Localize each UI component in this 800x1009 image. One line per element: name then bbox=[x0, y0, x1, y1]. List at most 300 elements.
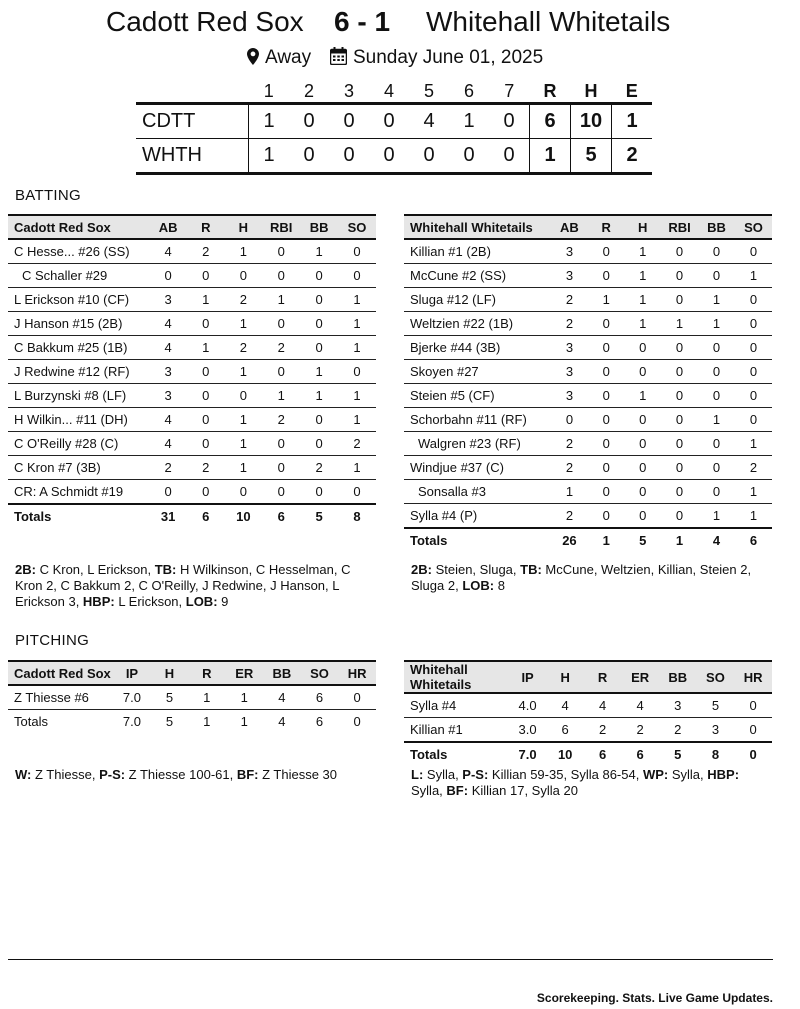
stat-cell: 0 bbox=[300, 312, 338, 336]
totals-cell: 7.0 bbox=[509, 742, 547, 766]
stat-cell: 1 bbox=[225, 360, 263, 384]
pitching-notes-away bbox=[15, 767, 375, 783]
stat-cell: 0 bbox=[588, 264, 625, 288]
pitching-table-away bbox=[8, 660, 376, 733]
stat-cell: 2 bbox=[187, 239, 224, 264]
table-row bbox=[404, 264, 772, 288]
column-header: R bbox=[588, 215, 625, 239]
stat-cell: 6 bbox=[301, 685, 339, 710]
linescore-inning: 0 bbox=[289, 139, 329, 174]
linescore-runs: 1 bbox=[530, 139, 571, 174]
note-text: Steien, Sluga, bbox=[431, 562, 521, 577]
linescore-row-home bbox=[136, 139, 652, 174]
stat-cell: 0 bbox=[262, 312, 300, 336]
note-label: W: bbox=[15, 767, 32, 782]
totals-label: Totals bbox=[14, 714, 48, 729]
totals-cell: 5 bbox=[300, 504, 338, 528]
totals-cell: 1 bbox=[661, 528, 698, 552]
player-name: C Hesse... #26 (SS) bbox=[8, 239, 149, 264]
stat-cell: 1 bbox=[225, 312, 263, 336]
stat-cell: 1 bbox=[698, 288, 735, 312]
stat-cell: 0 bbox=[300, 264, 338, 288]
stat-cell: 1 bbox=[661, 312, 698, 336]
stat-cell: 1 bbox=[735, 264, 772, 288]
totals-cell: 0 bbox=[353, 714, 361, 729]
stat-cell: 0 bbox=[735, 312, 772, 336]
stat-cell: 4 bbox=[149, 336, 187, 360]
stat-cell: 1 bbox=[225, 685, 263, 710]
linescore-inning: 1 bbox=[249, 104, 290, 139]
table-row bbox=[8, 264, 376, 288]
note-text: 8 bbox=[494, 578, 505, 593]
player-name: J Hanson #15 (2B) bbox=[8, 312, 149, 336]
batting-section-title: BATTING bbox=[15, 187, 81, 204]
table-row bbox=[8, 384, 376, 408]
stat-cell: 0 bbox=[187, 312, 224, 336]
linescore-inning: 4 bbox=[409, 104, 449, 139]
stat-cell: 0 bbox=[187, 384, 224, 408]
stat-cell: 0 bbox=[300, 336, 338, 360]
player-name: H Wilkin... #11 (DH) bbox=[8, 408, 149, 432]
totals-cell: 5 bbox=[165, 714, 174, 729]
stat-cell: 1 bbox=[735, 480, 772, 504]
stat-cell: 0 bbox=[698, 239, 735, 264]
note-label: HBP: bbox=[82, 594, 115, 609]
column-header: ER bbox=[621, 661, 659, 693]
stat-cell: 2 bbox=[659, 718, 697, 743]
linescore-errors: 1 bbox=[612, 104, 653, 139]
stat-cell: 2 bbox=[149, 456, 187, 480]
stat-cell: 1 bbox=[624, 288, 661, 312]
column-header: H bbox=[624, 215, 661, 239]
player-name: Skoyen #27 bbox=[404, 360, 551, 384]
stat-cell: 3 bbox=[551, 264, 588, 288]
stat-cell: 0 bbox=[735, 360, 772, 384]
player-name: Windjue #37 (C) bbox=[404, 456, 551, 480]
note-text: C Kron, L Erickson, bbox=[35, 562, 155, 577]
column-header: H bbox=[151, 661, 188, 685]
stat-cell: 2 bbox=[262, 336, 300, 360]
totals-cell: 6 bbox=[584, 742, 621, 766]
stat-cell: 2 bbox=[225, 336, 263, 360]
stat-cell: 3 bbox=[551, 384, 588, 408]
stat-cell: 0 bbox=[187, 264, 224, 288]
stat-cell: 0 bbox=[661, 336, 698, 360]
stat-cell: 0 bbox=[262, 239, 300, 264]
table-row bbox=[8, 480, 376, 505]
table-row bbox=[404, 384, 772, 408]
stat-cell: 4 bbox=[584, 693, 621, 718]
location-info bbox=[247, 47, 311, 71]
note-label: BF: bbox=[446, 783, 469, 798]
stat-cell: 1 bbox=[624, 264, 661, 288]
totals-row bbox=[8, 504, 376, 528]
table-header bbox=[404, 661, 772, 693]
note-text: Killian 59-35, Sylla 86-54, bbox=[488, 767, 643, 782]
linescore-runs: 6 bbox=[530, 104, 571, 139]
stat-cell: 0 bbox=[588, 360, 625, 384]
stat-cell: 1 bbox=[698, 408, 735, 432]
stat-cell: 0 bbox=[551, 408, 588, 432]
team-header: Whitehall Whitetails bbox=[404, 661, 509, 693]
column-header: H bbox=[225, 215, 263, 239]
stat-cell: 0 bbox=[262, 456, 300, 480]
stat-cell: 1 bbox=[624, 239, 661, 264]
stat-cell: 0 bbox=[338, 480, 376, 505]
stat-cell: 0 bbox=[734, 718, 772, 743]
stat-cell: 0 bbox=[338, 685, 376, 710]
stat-cell: 1 bbox=[225, 408, 263, 432]
stat-cell: 0 bbox=[698, 264, 735, 288]
player-name: C O'Reilly #28 (C) bbox=[8, 432, 149, 456]
stat-cell: 0 bbox=[588, 384, 625, 408]
column-header: BB bbox=[300, 215, 338, 239]
stat-cell: 2 bbox=[338, 432, 376, 456]
column-header: BB bbox=[263, 661, 301, 685]
stat-cell: 3.0 bbox=[509, 718, 547, 743]
stat-cell: 7.0 bbox=[113, 685, 151, 710]
location-text: Away bbox=[265, 47, 312, 68]
stat-cell: 0 bbox=[588, 432, 625, 456]
stat-cell: 1 bbox=[187, 336, 224, 360]
stat-cell: 0 bbox=[588, 504, 625, 529]
stat-cell: 3 bbox=[551, 360, 588, 384]
column-header: RBI bbox=[661, 215, 698, 239]
pitching-table-home bbox=[404, 660, 772, 766]
stat-cell: 1 bbox=[262, 288, 300, 312]
linescore-inning: 0 bbox=[409, 139, 449, 174]
stat-cell: 2 bbox=[187, 456, 224, 480]
stat-cell: 0 bbox=[661, 504, 698, 529]
linescore-inning: 0 bbox=[329, 139, 369, 174]
batting-table-away bbox=[8, 214, 376, 528]
batting-notes-away bbox=[15, 562, 375, 610]
linescore-inning: 0 bbox=[289, 104, 329, 139]
note-label: LOB: bbox=[462, 578, 495, 593]
stat-cell: 0 bbox=[698, 456, 735, 480]
table-row bbox=[8, 408, 376, 432]
table-row bbox=[404, 480, 772, 504]
stat-cell: 4.0 bbox=[509, 693, 547, 718]
final-score: 6 - 1 bbox=[334, 6, 391, 37]
stat-cell: 1 bbox=[300, 360, 338, 384]
stat-cell: 0 bbox=[300, 288, 338, 312]
stat-cell: 0 bbox=[187, 408, 224, 432]
stat-cell: 0 bbox=[661, 264, 698, 288]
column-header: R bbox=[584, 661, 621, 693]
stat-cell: 0 bbox=[698, 336, 735, 360]
linescore-inning: 0 bbox=[449, 139, 489, 174]
linescore-hits: 5 bbox=[571, 139, 612, 174]
stat-cell: 0 bbox=[187, 432, 224, 456]
stat-cell: 0 bbox=[338, 264, 376, 288]
linescore-team: WHTH bbox=[136, 139, 249, 174]
note-label: 2B: bbox=[411, 562, 432, 577]
stat-cell: 5 bbox=[697, 693, 735, 718]
linescore-inning: 0 bbox=[369, 104, 409, 139]
stat-cell: 2 bbox=[551, 456, 588, 480]
player-name: Steien #5 (CF) bbox=[404, 384, 551, 408]
totals-cell: 8 bbox=[697, 742, 735, 766]
stat-cell: 1 bbox=[338, 408, 376, 432]
stat-cell: 3 bbox=[697, 718, 735, 743]
totals-cell: 6 bbox=[621, 742, 659, 766]
column-header: IP bbox=[113, 661, 151, 685]
table-row bbox=[404, 718, 772, 743]
stat-cell: 0 bbox=[300, 432, 338, 456]
away-team-name: Cadott Red Sox bbox=[106, 6, 304, 37]
table-row bbox=[8, 336, 376, 360]
table-row bbox=[404, 693, 772, 718]
totals-cell: 1 bbox=[588, 528, 625, 552]
linescore-header-cell: 2 bbox=[303, 80, 314, 101]
stat-cell: 0 bbox=[735, 239, 772, 264]
stat-cell: 0 bbox=[262, 360, 300, 384]
stat-cell: 2 bbox=[551, 288, 588, 312]
totals-row bbox=[404, 528, 772, 552]
player-name: Sluga #12 (LF) bbox=[404, 288, 551, 312]
totals-cell: 6 bbox=[262, 504, 300, 528]
stat-cell: 0 bbox=[735, 288, 772, 312]
stat-cell: 3 bbox=[659, 693, 697, 718]
stat-cell: 2 bbox=[551, 504, 588, 529]
linescore-errors: 2 bbox=[612, 139, 653, 174]
linescore-hits: 10 bbox=[571, 104, 612, 139]
stat-cell: 0 bbox=[734, 693, 772, 718]
table-header bbox=[8, 661, 376, 685]
column-header: BB bbox=[698, 215, 735, 239]
stat-cell: 0 bbox=[661, 239, 698, 264]
note-text: Sylla, bbox=[411, 783, 447, 798]
player-name: C Kron #7 (3B) bbox=[8, 456, 149, 480]
player-name: L Burzynski #8 (LF) bbox=[8, 384, 149, 408]
totals-cell: 6 bbox=[315, 714, 324, 729]
linescore-header-cell: 1 bbox=[263, 80, 274, 101]
linescore-table bbox=[136, 80, 652, 175]
stat-cell: 0 bbox=[187, 360, 224, 384]
table-header bbox=[8, 215, 376, 239]
linescore-row-away bbox=[136, 104, 652, 139]
stat-cell: 0 bbox=[735, 384, 772, 408]
stat-cell: 0 bbox=[661, 432, 698, 456]
player-name: Killian #1 bbox=[404, 718, 509, 743]
stat-cell: 0 bbox=[624, 432, 661, 456]
player-name: Killian #1 (2B) bbox=[404, 239, 551, 264]
game-header bbox=[0, 6, 800, 42]
column-header: HR bbox=[338, 661, 376, 685]
table-row bbox=[8, 456, 376, 480]
stat-cell: 1 bbox=[338, 384, 376, 408]
column-header: SO bbox=[338, 215, 376, 239]
stat-cell: 4 bbox=[621, 693, 659, 718]
stat-cell: 0 bbox=[661, 288, 698, 312]
column-header: SO bbox=[301, 661, 339, 685]
footer-divider bbox=[8, 959, 773, 960]
note-label: TB: bbox=[520, 562, 542, 577]
totals-cell: 5 bbox=[624, 528, 661, 552]
stat-cell: 0 bbox=[624, 360, 661, 384]
note-text: 9 bbox=[217, 594, 229, 609]
player-name: C Schaller #29 bbox=[8, 264, 149, 288]
totals-cell: 26 bbox=[551, 528, 588, 552]
stat-cell: 0 bbox=[624, 456, 661, 480]
linescore-header-cell: 5 bbox=[423, 80, 434, 101]
note-text: L Erickson, bbox=[114, 594, 186, 609]
table-row bbox=[8, 239, 376, 264]
stat-cell: 1 bbox=[624, 312, 661, 336]
column-header: SO bbox=[735, 215, 772, 239]
home-team-name: Whitehall Whitetails bbox=[426, 6, 671, 37]
note-text: Z Thiesse 30 bbox=[258, 767, 338, 782]
note-label: HBP: bbox=[707, 767, 740, 782]
table-row bbox=[404, 504, 772, 529]
totals-cell: 0 bbox=[734, 742, 772, 766]
stat-cell: 0 bbox=[624, 480, 661, 504]
linescore-header bbox=[136, 80, 652, 104]
pitching-section-title: PITCHING bbox=[15, 632, 90, 649]
stat-cell: 1 bbox=[300, 384, 338, 408]
stat-cell: 1 bbox=[551, 480, 588, 504]
stat-cell: 0 bbox=[588, 456, 625, 480]
table-row bbox=[8, 685, 376, 710]
table-row bbox=[404, 239, 772, 264]
stat-cell: 1 bbox=[735, 432, 772, 456]
stat-cell: 0 bbox=[661, 480, 698, 504]
player-name: Schorbahn #11 (RF) bbox=[404, 408, 551, 432]
stat-cell: 0 bbox=[661, 384, 698, 408]
table-row bbox=[404, 456, 772, 480]
stat-cell: 0 bbox=[698, 432, 735, 456]
stat-cell: 1 bbox=[338, 336, 376, 360]
player-name: McCune #2 (SS) bbox=[404, 264, 551, 288]
totals-cell: 5 bbox=[659, 742, 697, 766]
player-name: Bjerke #44 (3B) bbox=[404, 336, 551, 360]
totals-row bbox=[8, 710, 376, 734]
note-label: LOB: bbox=[185, 594, 218, 609]
stat-cell: 0 bbox=[225, 480, 263, 505]
stat-cell: 0 bbox=[187, 480, 224, 505]
linescore-header-errors: E bbox=[625, 80, 638, 101]
stat-cell: 1 bbox=[187, 288, 224, 312]
column-header: R bbox=[188, 661, 225, 685]
linescore-inning: 1 bbox=[449, 104, 489, 139]
stat-cell: 0 bbox=[338, 360, 376, 384]
date-text: Sunday June 01, 2025 bbox=[353, 47, 544, 68]
stat-cell: 0 bbox=[149, 264, 187, 288]
stat-cell: 0 bbox=[698, 360, 735, 384]
stat-cell: 1 bbox=[225, 456, 263, 480]
stat-cell: 3 bbox=[551, 336, 588, 360]
stat-cell: 0 bbox=[588, 408, 625, 432]
column-header: H bbox=[546, 661, 584, 693]
totals-cell: 31 bbox=[149, 504, 187, 528]
stat-cell: 1 bbox=[698, 504, 735, 529]
stat-cell: 0 bbox=[588, 480, 625, 504]
stat-cell: 3 bbox=[149, 384, 187, 408]
totals-cell: 10 bbox=[546, 742, 584, 766]
note-text: Z Thiesse, bbox=[31, 767, 100, 782]
stat-cell: 0 bbox=[588, 239, 625, 264]
column-header: SO bbox=[697, 661, 735, 693]
stat-cell: 0 bbox=[149, 480, 187, 505]
stat-cell: 4 bbox=[149, 432, 187, 456]
stat-cell: 0 bbox=[624, 504, 661, 529]
stat-cell: 0 bbox=[300, 408, 338, 432]
date-info bbox=[330, 47, 543, 71]
totals-cell: 8 bbox=[338, 504, 376, 528]
team-header: Cadott Red Sox bbox=[8, 215, 149, 239]
stat-cell: 4 bbox=[149, 408, 187, 432]
stat-cell: 0 bbox=[262, 264, 300, 288]
stat-cell: 2 bbox=[735, 456, 772, 480]
team-header: Whitehall Whitetails bbox=[404, 215, 551, 239]
note-text: Killian 17, Sylla 20 bbox=[468, 783, 578, 798]
linescore-inning: 0 bbox=[369, 139, 409, 174]
stat-cell: 6 bbox=[546, 718, 584, 743]
note-label: WP: bbox=[642, 767, 669, 782]
stat-cell: 2 bbox=[300, 456, 338, 480]
stat-cell: 1 bbox=[225, 432, 263, 456]
linescore-team: CDTT bbox=[136, 104, 249, 139]
table-row bbox=[404, 336, 772, 360]
stat-cell: 0 bbox=[735, 408, 772, 432]
stat-cell: 0 bbox=[735, 336, 772, 360]
stat-cell: 1 bbox=[338, 312, 376, 336]
stat-cell: 0 bbox=[588, 336, 625, 360]
stat-cell: 1 bbox=[624, 384, 661, 408]
player-name: Walgren #23 (RF) bbox=[404, 432, 551, 456]
table-row bbox=[404, 288, 772, 312]
player-name: L Erickson #10 (CF) bbox=[8, 288, 149, 312]
stat-cell: 0 bbox=[661, 360, 698, 384]
stat-cell: 4 bbox=[546, 693, 584, 718]
table-row bbox=[8, 312, 376, 336]
stat-cell: 1 bbox=[262, 384, 300, 408]
stat-cell: 0 bbox=[225, 264, 263, 288]
stat-cell: 4 bbox=[263, 685, 301, 710]
calendar-icon bbox=[330, 47, 347, 71]
footer-tagline: Scorekeeping. Stats. Live Game Updates. bbox=[536, 991, 773, 1005]
player-name: J Redwine #12 (RF) bbox=[8, 360, 149, 384]
player-name: Z Thiesse #6 bbox=[8, 685, 113, 710]
totals-cell: 7.0 bbox=[122, 714, 141, 729]
player-name: Sonsalla #3 bbox=[404, 480, 551, 504]
table-row bbox=[404, 360, 772, 384]
table-row bbox=[404, 312, 772, 336]
note-text: Sylla, bbox=[423, 767, 463, 782]
table-row bbox=[8, 432, 376, 456]
stat-cell: 3 bbox=[551, 239, 588, 264]
table-header bbox=[404, 215, 772, 239]
player-name: Sylla #4 (P) bbox=[404, 504, 551, 529]
note-label: 2B: bbox=[15, 562, 36, 577]
table-row bbox=[8, 360, 376, 384]
stat-cell: 1 bbox=[188, 685, 225, 710]
totals-cell: 4 bbox=[278, 714, 286, 729]
linescore-inning: 0 bbox=[489, 139, 530, 174]
note-text: H Wilkinson, C Hesselman, C Kron 2, C Bakkum 2, C O'Reilly, J Redwine, J Hanson, L Erickson 3, bbox=[15, 562, 351, 609]
table-row bbox=[8, 288, 376, 312]
stat-cell: 3 bbox=[149, 360, 187, 384]
column-header: AB bbox=[551, 215, 588, 239]
linescore-inning: 1 bbox=[249, 139, 290, 174]
totals-label: Totals bbox=[404, 528, 551, 552]
stat-cell: 0 bbox=[338, 239, 376, 264]
stat-cell: 1 bbox=[588, 288, 625, 312]
stat-cell: 2 bbox=[551, 312, 588, 336]
stat-cell: 0 bbox=[661, 408, 698, 432]
linescore-header-runs: R bbox=[543, 80, 557, 101]
